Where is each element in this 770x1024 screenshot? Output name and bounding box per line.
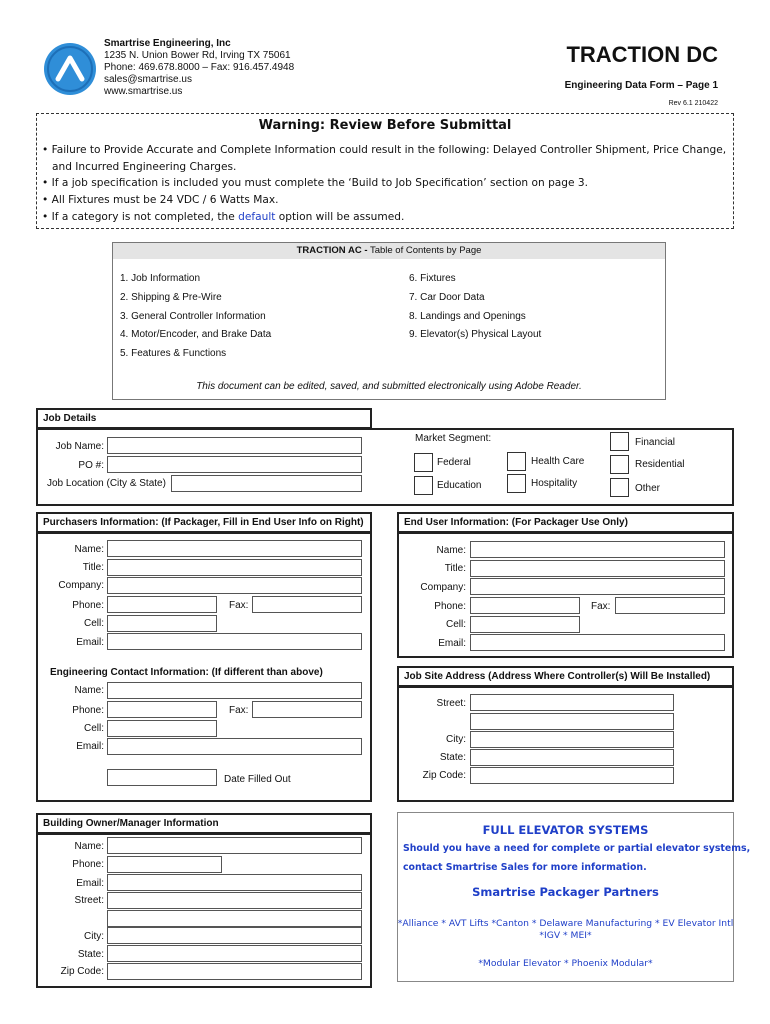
- owner-street-field-2[interactable]: [107, 910, 362, 927]
- jobsite-state-label: State:: [439, 752, 466, 763]
- enduser-name-field[interactable]: [470, 541, 725, 558]
- default-link[interactable]: default: [238, 211, 276, 223]
- enduser-fax-label: Fax:: [591, 601, 611, 612]
- promo-line-2: contact Smartrise Sales for more information.: [403, 862, 647, 873]
- enduser-phone-label: Phone:: [434, 601, 466, 612]
- toc-item[interactable]: 7. Car Door Data: [409, 292, 485, 303]
- jobsite-city-label: City:: [446, 734, 466, 745]
- eng-name-field[interactable]: [107, 682, 362, 699]
- financial-label: Financial: [635, 437, 676, 448]
- jobsite-zip-label: Zip Code:: [422, 770, 466, 781]
- eng-cell-label: Cell:: [83, 723, 104, 734]
- owner-city-label: City:: [84, 931, 104, 942]
- warning-item-2: • If a job specification is included you must complete the ‘Build to Job Specification’ section on page 3.: [42, 177, 589, 189]
- hospitality-label: Hospitality: [531, 478, 578, 489]
- purchaser-name-label: Name:: [74, 544, 104, 555]
- toc-item[interactable]: 1. Job Information: [120, 273, 201, 284]
- eng-cell-field[interactable]: [107, 720, 217, 737]
- owner-street-field-1[interactable]: [107, 892, 362, 909]
- warning-item-1: • Failure to Provide Accurate and Complete Information could result in the following: Delayed Controller Shipment, Price Change,: [42, 144, 727, 156]
- toc-item[interactable]: 4. Motor/Encoder, and Brake Data: [120, 329, 272, 340]
- toc-item[interactable]: 3. General Controller Information: [120, 311, 266, 322]
- warning-item-1-cont: and Incurred Engineering Charges.: [52, 161, 237, 173]
- enduser-company-label: Company:: [420, 582, 466, 593]
- toc-item[interactable]: 9. Elevator(s) Physical Layout: [409, 329, 542, 340]
- purchaser-name-field[interactable]: [107, 540, 362, 557]
- warning-item-3: • All Fixtures must be 24 VDC / 6 Watts Max.: [42, 194, 279, 206]
- jobsite-street-field-2[interactable]: [470, 713, 674, 730]
- enduser-cell-field[interactable]: [470, 616, 580, 633]
- education-checkbox[interactable]: [414, 476, 433, 495]
- job-location-field[interactable]: [171, 475, 362, 492]
- residential-label: Residential: [635, 459, 685, 470]
- purchaser-phone-field[interactable]: [107, 596, 217, 613]
- eng-email-field[interactable]: [107, 738, 362, 755]
- purchaser-title-label: Title:: [82, 562, 104, 573]
- eng-email-label: Email:: [76, 741, 104, 752]
- enduser-phone-field[interactable]: [470, 597, 580, 614]
- company-info: [104, 38, 294, 98]
- eng-contact-header: Engineering Contact Information: (If different than above): [50, 667, 323, 678]
- eng-fax-label: Fax:: [229, 705, 249, 716]
- toc-item[interactable]: 2. Shipping & Pre-Wire: [120, 292, 222, 303]
- owner-name-field[interactable]: [107, 837, 362, 854]
- purchaser-title-field[interactable]: [107, 559, 362, 576]
- health-care-checkbox[interactable]: [507, 452, 526, 471]
- purchaser-cell-label: Cell:: [83, 618, 104, 629]
- toc-item[interactable]: 6. Fixtures: [409, 273, 456, 284]
- date-filled-label: Date Filled Out: [224, 774, 291, 785]
- toc-note: This document can be edited, saved, and submitted electronically using Adobe Reader.: [196, 381, 582, 392]
- other-checkbox[interactable]: [610, 478, 629, 497]
- purchaser-phone-label: Phone:: [72, 600, 104, 611]
- enduser-name-label: Name:: [436, 545, 466, 556]
- enduser-fax-field[interactable]: [615, 597, 725, 614]
- company-logo-icon: [43, 42, 97, 96]
- job-name-label: Job Name:: [55, 441, 104, 452]
- jobsite-street-label: Street:: [436, 698, 466, 709]
- jobsite-city-field[interactable]: [470, 731, 674, 748]
- purchaser-company-field[interactable]: [107, 577, 362, 594]
- hospitality-checkbox[interactable]: [507, 474, 526, 493]
- purchaser-fax-label: Fax:: [229, 600, 249, 611]
- partners-line-3: *Modular Elevator * Phoenix Modular*: [478, 958, 653, 969]
- owner-state-label: State:: [77, 949, 104, 960]
- date-filled-field[interactable]: [107, 769, 217, 786]
- promo-line-1: Should you have a need for complete or partial elevator systems,: [403, 843, 751, 854]
- enduser-cell-label: Cell:: [445, 619, 466, 630]
- enduser-title-field[interactable]: [470, 560, 725, 577]
- owner-header: Building Owner/Manager Information: [36, 813, 372, 834]
- education-label: Education: [437, 480, 482, 491]
- partners-line-1: *Alliance * AVT Lifts *Canton * Delaware Manufacturing * EV Elevator Intl: [397, 918, 734, 929]
- purchaser-email-label: Email:: [76, 637, 104, 648]
- doc-title: TRACTION DC: [566, 42, 718, 67]
- enduser-email-field[interactable]: [470, 634, 725, 651]
- job-name-field[interactable]: [107, 437, 362, 454]
- residential-checkbox[interactable]: [610, 455, 629, 474]
- partners-title: Smartrise Packager Partners: [472, 885, 659, 899]
- company-website: www.smartrise.us: [104, 86, 183, 97]
- federal-checkbox[interactable]: [414, 453, 433, 472]
- company-address: 1235 N. Union Bower Rd, Irving TX 75061: [104, 50, 291, 61]
- toc-item[interactable]: 5. Features & Functions: [120, 348, 227, 359]
- job-details-header: Job Details: [36, 408, 372, 429]
- owner-email-field[interactable]: [107, 874, 362, 891]
- market-segment-label: Market Segment:: [415, 433, 492, 444]
- jobsite-zip-field[interactable]: [470, 767, 674, 784]
- company-phone-fax: Phone: 469.678.8000 – Fax: 916.457.4948: [104, 62, 295, 73]
- doc-subtitle: Engineering Data Form – Page 1: [564, 80, 718, 91]
- eng-name-label: Name:: [74, 685, 104, 696]
- doc-revision: Rev 6.1 210422: [668, 100, 718, 107]
- owner-state-field[interactable]: [107, 945, 362, 962]
- company-email: sales@smartrise.us: [104, 74, 192, 85]
- warning-title: Warning: Review Before Submittal: [258, 118, 512, 133]
- jobsite-header: Job Site Address (Address Where Controller(s) Will Be Installed): [397, 666, 734, 687]
- owner-phone-label: Phone:: [72, 859, 104, 870]
- promo-title: FULL ELEVATOR SYSTEMS: [482, 823, 649, 837]
- company-name: Smartrise Engineering, Inc: [104, 38, 231, 49]
- owner-name-label: Name:: [74, 841, 104, 852]
- purchaser-header: Purchasers Information: (If Packager, Fill in End User Info on Right): [36, 512, 372, 533]
- partners-line-2: *IGV * MEI*: [539, 930, 592, 941]
- purchaser-fax-field[interactable]: [252, 596, 362, 613]
- health-care-label: Health Care: [531, 456, 585, 467]
- toc-header: TRACTION AC - Table of Contents by Page: [113, 243, 665, 259]
- enduser-header: End User Information: (For Packager Use Only): [397, 512, 734, 533]
- jobsite-state-field[interactable]: [470, 749, 674, 766]
- toc-item[interactable]: 8. Landings and Openings: [409, 311, 526, 322]
- eng-phone-label: Phone:: [72, 705, 104, 716]
- enduser-email-label: Email:: [438, 638, 466, 649]
- other-label: Other: [635, 483, 661, 494]
- owner-city-field[interactable]: [107, 927, 362, 944]
- financial-checkbox[interactable]: [610, 432, 629, 451]
- eng-fax-field[interactable]: [252, 701, 362, 718]
- enduser-company-field[interactable]: [470, 578, 725, 595]
- federal-label: Federal: [437, 457, 471, 468]
- po-field[interactable]: [107, 456, 362, 473]
- purchaser-cell-field[interactable]: [107, 615, 217, 632]
- job-location-label: Job Location (City & State): [47, 478, 166, 489]
- jobsite-street-field-1[interactable]: [470, 694, 674, 711]
- po-label: PO #:: [78, 460, 104, 471]
- warning-item-4: • If a category is not completed, the default option will be assumed.: [42, 211, 405, 223]
- eng-phone-field[interactable]: [107, 701, 217, 718]
- enduser-title-label: Title:: [444, 563, 466, 574]
- owner-email-label: Email:: [76, 878, 104, 889]
- purchaser-email-field[interactable]: [107, 633, 362, 650]
- purchaser-company-label: Company:: [58, 580, 104, 591]
- owner-zip-field[interactable]: [107, 963, 362, 980]
- owner-phone-field[interactable]: [107, 856, 222, 873]
- owner-street-label: Street:: [74, 895, 104, 906]
- owner-zip-label: Zip Code:: [60, 966, 104, 977]
